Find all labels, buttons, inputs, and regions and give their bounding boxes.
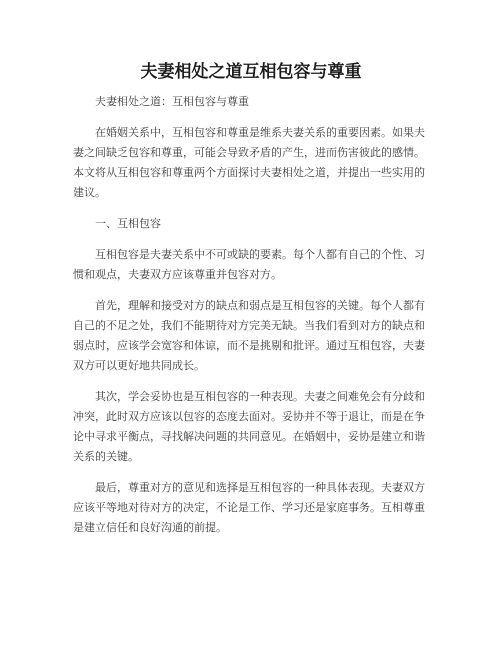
section-heading: 一、互相包容 [95,217,161,230]
body-paragraph: 其次，学会妥协也是互相包容的一种表现。夫妻之间难免会有分歧和冲突，此时双方应该以包容的态度去面对。妥协并不等于退让，而是在争论中寻求平衡点，寻找解决问题的共同意见。在婚姻中，妥协是建立和谐关系的关键。 [73,390,425,463]
body-paragraph: 互相包容是夫妻关系中不可或缺的要素。每个人都有自己的个性、习惯和观点，夫妻双方应该尊重并包容对方。 [73,248,425,281]
document-title: 夫妻相处之道互相包容与尊重 [140,62,362,82]
document-body [73,92,431,549]
body-paragraph: 首先，理解和接受对方的缺点和弱点是互相包容的关键。每个人都有自己的不足之处，我们不能期待对方完美无缺。当我们看到对方的缺点和弱点时，应该学会宽容和体谅，而不是挑剔和批评。通过互相包容，夫妻双方可以更好地共同成长。 [73,299,425,372]
intro-paragraph: 在婚姻关系中，互相包容和尊重是维系夫妻关系的重要因素。如果夫妻之间缺乏包容和尊重，可能会导致矛盾的产生，进而伤害彼此的感情。本文将从互相包容和尊重两个方面探讨夫妻相处之道，并提出一些实用的建议。 [73,126,425,199]
subtitle-paragraph: 夫妻相处之道：互相包容与尊重 [95,95,249,108]
body-paragraph: 最后，尊重对方的意见和选择是互相包容的一种具体表现。夫妻双方应该平等地对待对方的决定，不论是工作、学习还是家庭事务。互相尊重是建立信任和良好沟通的前提。 [73,481,425,534]
